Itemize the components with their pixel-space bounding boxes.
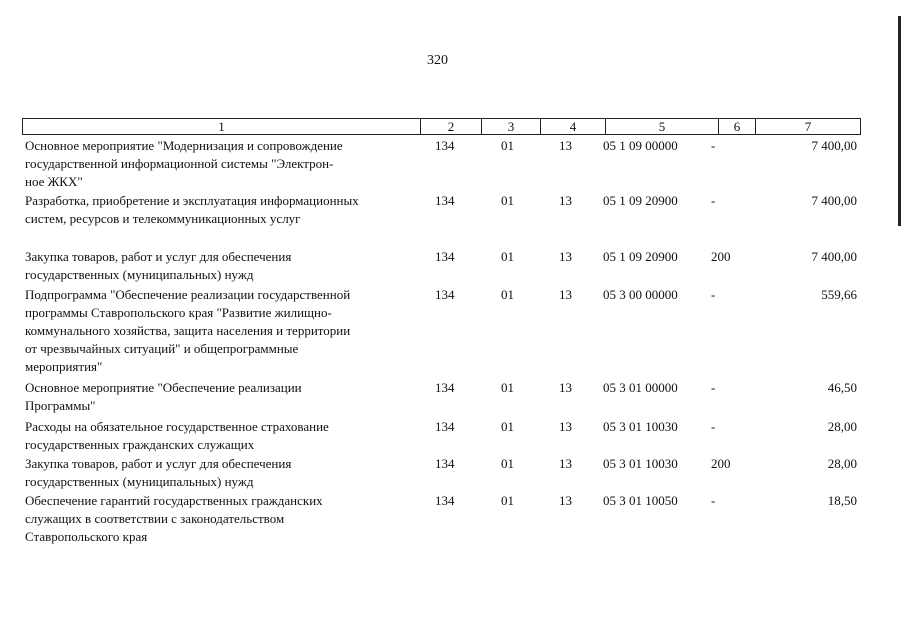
header-col-3: 3 (507, 119, 515, 134)
row-name: Разработка, приобретение и эксплуатация информационных систем, ресурсов и телекоммуникационных услуг (25, 193, 359, 226)
row-code-4: 13 (559, 456, 572, 471)
row-code-5: 05 3 00 00000 (603, 287, 678, 302)
row-code-5: 05 3 01 00000 (603, 380, 678, 395)
row-code-4: 13 (559, 193, 572, 208)
row-amount: 46,50 (827, 380, 857, 395)
row-name: Закупка товаров, работ и услуг для обеспечения государственных (муниципальных) нужд (25, 456, 292, 489)
row-amount: 7 400,00 (811, 193, 857, 208)
row-code-3: 01 (501, 138, 514, 153)
row-code-6: - (711, 493, 716, 508)
table-header-row (22, 118, 861, 135)
row-code-2: 134 (435, 193, 455, 208)
row-code-2: 134 (435, 456, 455, 471)
row-code-3: 01 (501, 456, 514, 471)
margin-bar (898, 16, 901, 226)
row-code-3: 01 (501, 380, 514, 395)
row-name: Закупка товаров, работ и услуг для обеспечения государственных (муниципальных) нужд (25, 249, 292, 282)
row-code-2: 134 (435, 493, 455, 508)
row-code-3: 01 (501, 249, 514, 264)
row-code-4: 13 (559, 380, 572, 395)
header-col-6: 6 (733, 119, 741, 134)
row-code-2: 134 (435, 287, 455, 302)
row-amount: 559,66 (821, 287, 857, 302)
row-code-3: 01 (501, 419, 514, 434)
row-code-6: - (711, 138, 716, 153)
header-col-1: 1 (218, 119, 225, 134)
row-code-5: 05 1 09 20900 (603, 193, 678, 208)
row-code-6: - (711, 380, 716, 395)
row-code-3: 01 (501, 493, 514, 508)
row-code-5: 05 3 01 10050 (603, 493, 678, 508)
row-name: Основное мероприятие "Обеспечение реализации Программы" (25, 380, 302, 413)
row-name: Основное мероприятие "Модернизация и сопровождение государственной информационной системы "Электрон- ное ЖКХ" (25, 138, 343, 189)
row-code-6: 200 (711, 249, 731, 264)
row-amount: 18,50 (827, 493, 857, 508)
header-col-5: 5 (658, 119, 666, 134)
header-col-2: 2 (447, 119, 455, 134)
row-code-4: 13 (559, 493, 572, 508)
row-code-2: 134 (435, 249, 455, 264)
row-code-2: 134 (435, 419, 455, 434)
row-amount: 7 400,00 (811, 249, 857, 264)
row-amount: 28,00 (827, 456, 857, 471)
row-amount: 28,00 (827, 419, 857, 434)
row-code-4: 13 (559, 287, 572, 302)
row-code-3: 01 (501, 193, 514, 208)
row-code-6: - (711, 193, 716, 208)
row-name: Обеспечение гарантий государственных гражданских служащих в соответствии с законодательством Ставропольского края (25, 493, 323, 544)
row-code-2: 134 (435, 380, 455, 395)
row-code-4: 13 (559, 138, 572, 153)
row-code-2: 134 (435, 138, 455, 153)
row-name: Подпрограмма "Обеспечение реализации государственной программы Ставропольского края "Развитие жилищно- коммунального хозяйства, защита населения и территории от чрезвычайных ситуаций" и общепрограммные мероприятия" (25, 287, 351, 374)
row-code-5: 05 3 01 10030 (603, 419, 678, 434)
header-col-4: 4 (569, 119, 577, 134)
row-code-6: 200 (711, 456, 731, 471)
row-code-5: 05 1 09 00000 (603, 138, 678, 153)
row-code-3: 01 (501, 287, 514, 302)
row-name: Расходы на обязательное государственное страхование государственных гражданских служащих (25, 419, 329, 452)
row-code-5: 05 3 01 10030 (603, 456, 678, 471)
row-code-4: 13 (559, 249, 572, 264)
row-amount: 7 400,00 (811, 138, 857, 153)
row-code-6: - (711, 287, 716, 302)
row-code-5: 05 1 09 20900 (603, 249, 678, 264)
row-code-4: 13 (559, 419, 572, 434)
page-number: 320 (427, 53, 448, 68)
header-col-7: 7 (804, 119, 812, 134)
row-code-6: - (711, 419, 716, 434)
